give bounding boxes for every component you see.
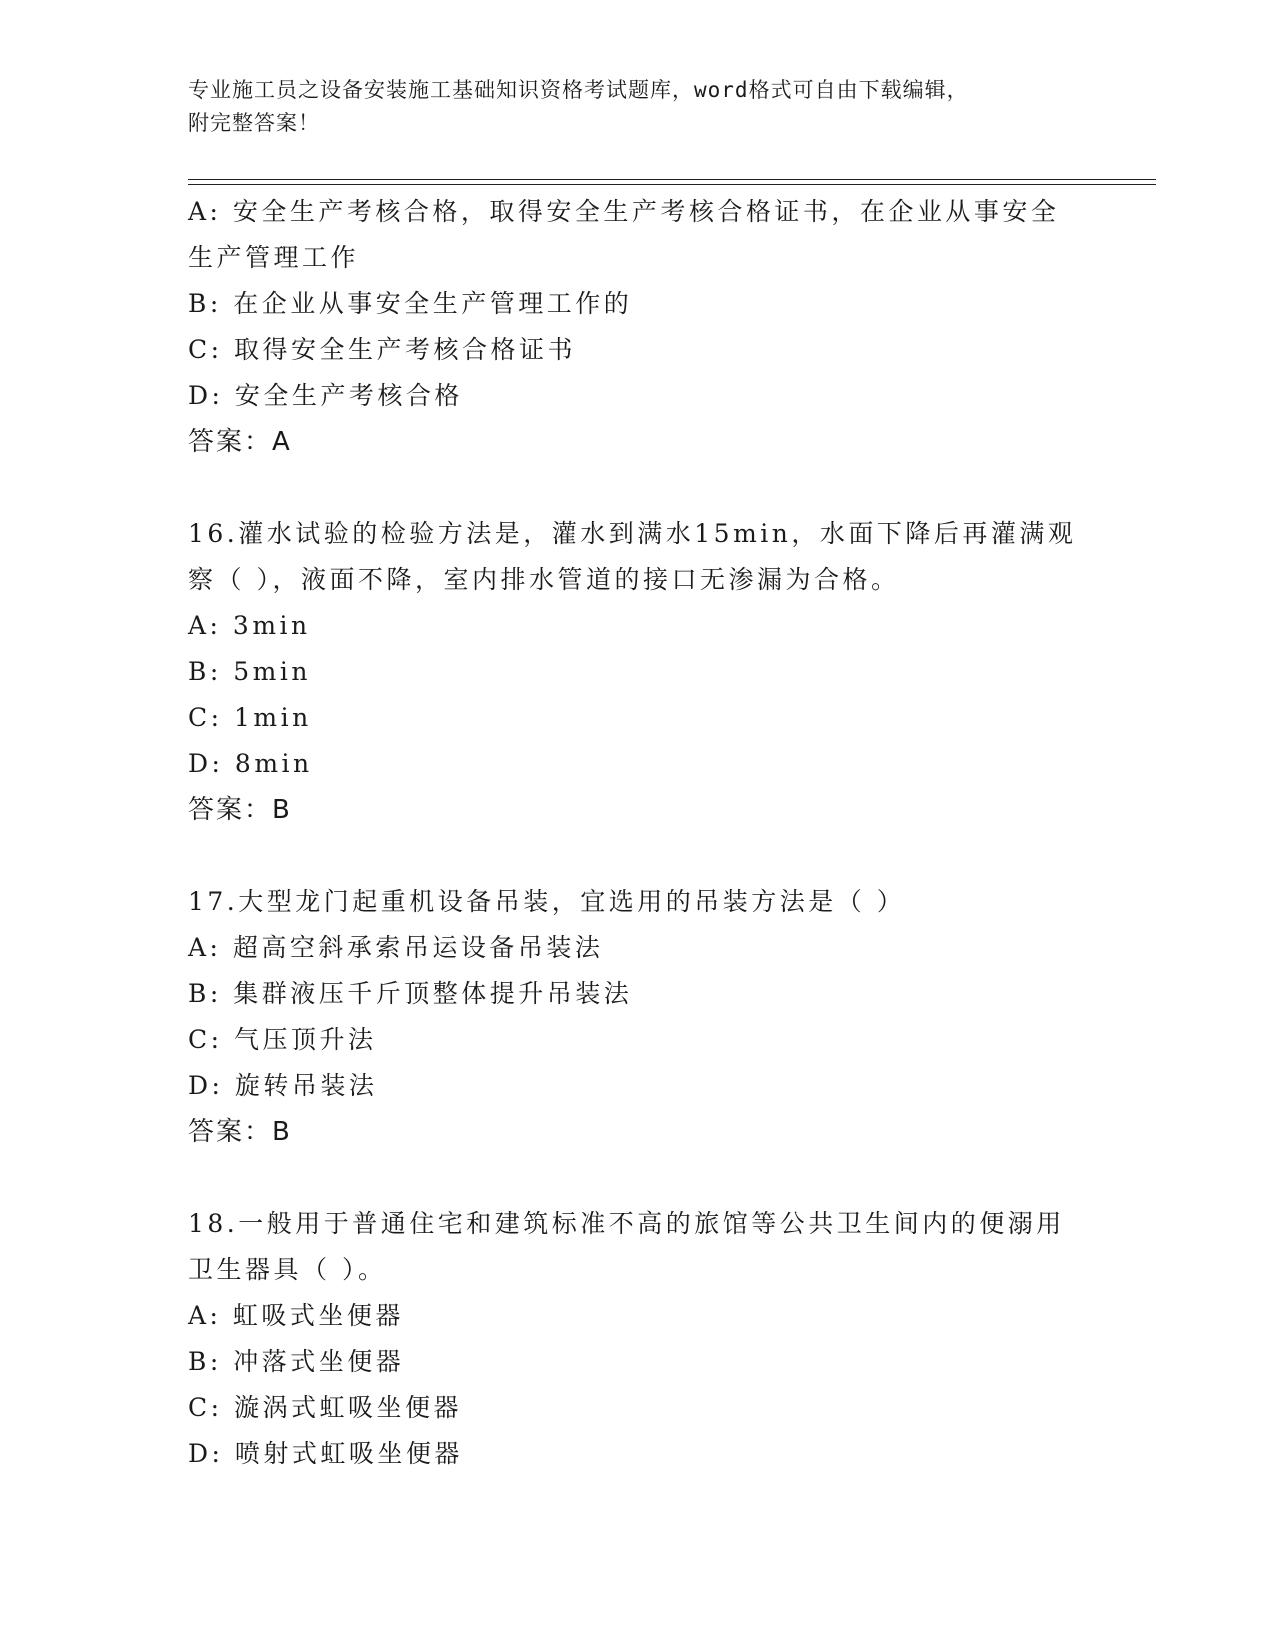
question-stem-line-2: 察（ ），液面不降，室内排水管道的接口无渗漏为合格。	[188, 565, 900, 594]
answer-label: 答案：B	[188, 795, 292, 825]
answer-label: 答案：A	[188, 427, 292, 457]
option-c: C: 1min	[188, 703, 312, 732]
option-d: D: 安全生产考核合格	[188, 381, 463, 410]
option-b: B: 在企业从事安全生产管理工作的	[188, 289, 633, 318]
option-d: D: 喷射式虹吸坐便器	[188, 1439, 463, 1468]
document-header	[188, 74, 1088, 140]
option-b: B: 5min	[188, 657, 311, 686]
option-c: C: 漩涡式虹吸坐便器	[188, 1393, 462, 1422]
spacer	[188, 1155, 1088, 1201]
option-a: A: 虹吸式坐便器	[188, 1301, 404, 1330]
option-d: D: 8min	[188, 749, 313, 778]
option-c: C: 气压顶升法	[188, 1025, 377, 1054]
question-stem-line-2: 卫生器具（ ）。	[188, 1255, 387, 1284]
option-c: C: 取得安全生产考核合格证书	[188, 335, 576, 364]
answer-label: 答案：B	[188, 1117, 292, 1147]
option-b: B: 集群液压千斤顶整体提升吊装法	[188, 979, 633, 1008]
option-b: B: 冲落式坐便器	[188, 1347, 405, 1376]
option-a: A: 3min	[188, 611, 311, 640]
question-stem-line-1: 16.灌水试验的检验方法是，灌水到满水15min，水面下降后再灌满观	[188, 519, 1077, 548]
question-16	[188, 511, 1088, 833]
question-17	[188, 879, 1088, 1155]
option-a: A: 超高空斜承索吊运设备吊装法	[188, 933, 604, 962]
option-a-line-1: A: 安全生产考核合格，取得安全生产考核合格证书，在企业从事安全	[188, 197, 1060, 226]
option-d: D: 旋转吊装法	[188, 1071, 378, 1100]
header-divider-top	[188, 179, 1156, 180]
option-a-line-2: 生产管理工作	[188, 243, 360, 272]
header-line-1: 专业施工员之设备安装施工基础知识资格考试题库，word格式可自由下载编辑，	[188, 78, 969, 102]
question-18	[188, 1201, 1088, 1477]
header-divider-bottom	[188, 184, 1156, 185]
spacer	[188, 833, 1088, 879]
header-line-2: 附完整答案！	[188, 111, 320, 135]
question-stem-line-1: 18.一般用于普通住宅和建筑标准不高的旅馆等公共卫生间内的便溺用	[188, 1209, 1065, 1238]
question-stem-line-1: 17.大型龙门起重机设备吊装，宜选用的吊装方法是（ ）	[188, 887, 906, 916]
question-content	[188, 189, 1088, 1477]
question-15-continuation	[188, 189, 1088, 465]
spacer	[188, 465, 1088, 511]
